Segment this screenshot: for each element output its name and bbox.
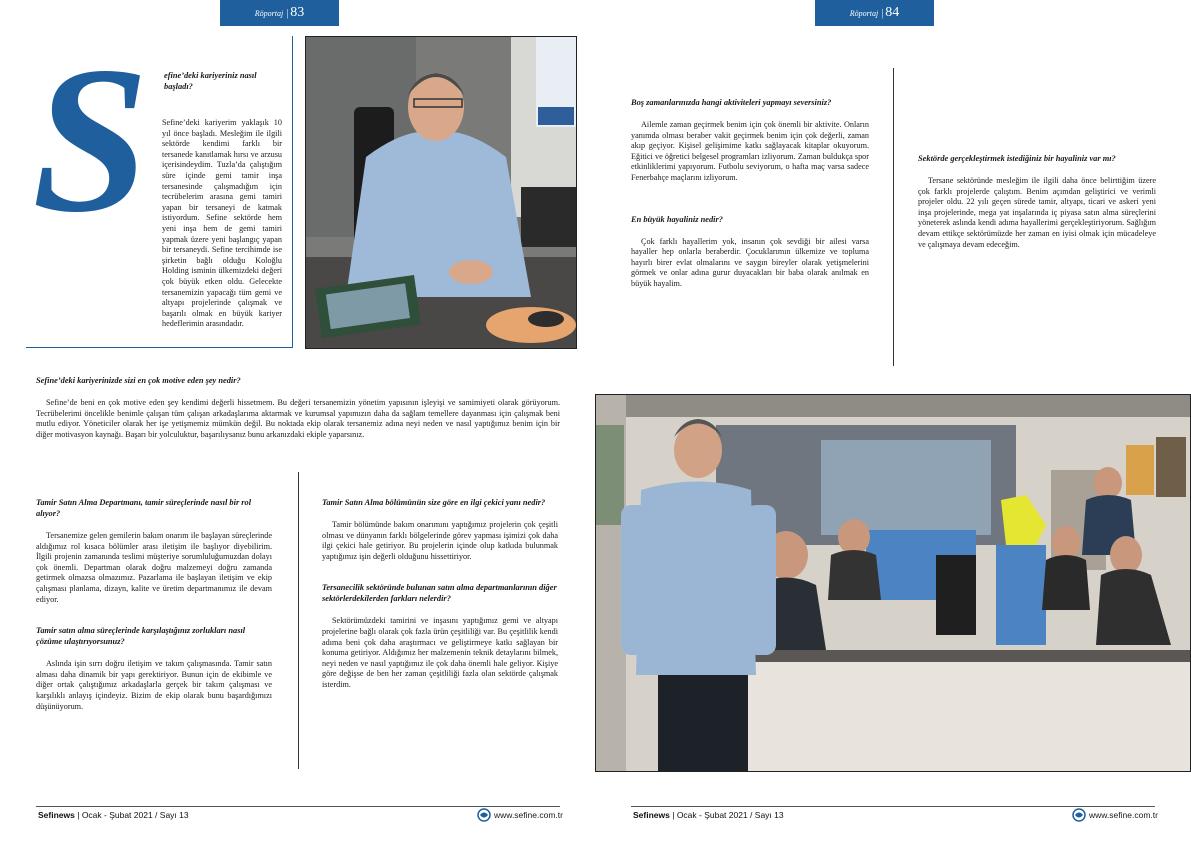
page-number: 83 <box>290 5 305 20</box>
footer-rule-left <box>36 806 560 807</box>
page-tab-left: Röportaj | 83 <box>220 0 339 26</box>
office-team-photo <box>595 394 1191 772</box>
footer-right: Sefinews | Ocak - Şubat 2021 / Sayı 13 <box>633 810 784 820</box>
footer-web-left[interactable] <box>477 808 563 822</box>
column-divider-left <box>298 472 299 769</box>
sefine-logo-icon <box>477 808 491 822</box>
page-number: 84 <box>885 5 900 20</box>
right-column: Tamir Satın Alma bölümünün size göre en ilgi çekici yanı nedir? Tamir bölümünde bakım onarımını yaptığımız projelerin çok çeşitli olması ve dünyanın farklı bölgelerinde görev yapması işimizi çok daha ilgi çekici hale getiriyor. Bu projelerin içinde olup katkıda bulunmak yaptığımız işin değerli olduğunu hissettiriyor. Tersanecilik sektöründe bulunan satın alma departmanlarının diğer sektörlerdekilerden farkları nelerdir? Sektörümüzdeki tamirini ve inşasını yaptığımız gemi ve altyapı projelerine bağlı olarak çok fazla ürün çeşitliliği var. Bu çeşitlilik kendi adıma beni çok daha araştırmacı ve geliştirmeye katkı sağlayan bir konuma getiriyor. Aldığımız her malzemenin teknik detaylarını bilmek, neyi neden ve nasıl yaptığımız ile çok daha önemli hale geliyor. Kişiye göre değişse de ben her zaman çeşitliliği fazla olan sektörde çalışmak isterdim. <box>322 498 558 689</box>
footer-left: Sefinews | Ocak - Şubat 2021 / Sayı 13 <box>38 810 189 820</box>
footer-issue: Ocak - Şubat 2021 / Sayı 13 <box>676 810 784 820</box>
web-link[interactable]: www.sefine.com.tr <box>1089 810 1158 820</box>
footer-brand: Sefinews <box>38 810 75 820</box>
column-divider-right <box>893 68 894 366</box>
footer-issue: Ocak - Şubat 2021 / Sayı 13 <box>81 810 189 820</box>
footer-rule-right <box>631 806 1155 807</box>
sefine-logo-icon <box>1072 808 1086 822</box>
office-illustration <box>596 395 1190 771</box>
intro-answer: Sefine’deki kariyerim yaklaşık 10 yıl önce başladı. Mesleğim ile ilgili sektörde kendimi farklı bir tersanede kanıtlamak hırsı ve arzusu içerisindeydim. Tuzla’da çalıştığım süre içinde gemi tamir inşa tersanesinde çalışmadığım için tecrübelerim arasına gemi tamiri yapan bir tersaneyi de katmak istiyordum. Sefine sektörde hem yeni inşa hem de gemi tamiri yapmak üzere yeni başlangıç yapan bir tersaneydi. Sefine tercihimde ise şirketin bağlı olduğu Koloğlu Holding isminin ülkemizdeki değeri çok büyük etken oldu. Gelecekte tersanemizin yapacağı tüm gemi ve altyapı projelerinde çalışmak ve başarılı olmak en büyük kariyer hedeflerimin arasındadır. <box>162 118 282 329</box>
portrait-illustration <box>306 37 576 348</box>
hobbies-block: Boş zamanlarınızda hangi aktiviteleri yapmayı seversiniz? Ailemle zaman geçirmek benim için çok önemli bir aktivite. Onların yanımda olması beraber vakit geçirmek benim için çok değerli, zaman akıp geçiyor. Kişisel gelişimime katkı sağlayacak kitaplar okuyorum. Eğitici ve öğretici belgesel programları izliyorum. Zaman buldukça spor etkinliklerimi yapıyorum. Futbolu seviyorum, o hafta maç varsa sadece Fenerbahçe maçlarını izliyorum. En büyük hayaliniz nedir? Çok farklı hayallerim yok, insanın çok sevdiği bir ailesi varsa hayaller hep onlarla beraberdir. Çocuklarımın ülkemize ve topluma hayırlı birer evlat olmalarını ve saygın bireyler olarak yetişmelerini görmek ve onlar adına gurur duyacakları bir baba olarak anılmak en büyük hayalim. <box>631 98 869 288</box>
section-label: Röportaj <box>254 8 284 18</box>
page-tab-right: Röportaj | 84 <box>815 0 934 26</box>
section-label: Röportaj <box>849 8 879 18</box>
footer-web-right[interactable] <box>1072 808 1158 822</box>
web-link[interactable]: www.sefine.com.tr <box>494 810 563 820</box>
footer-brand: Sefinews <box>633 810 670 820</box>
intro-question: efine’deki kariyeriniz nasıl başladı? <box>164 71 257 91</box>
motivation-block: Sefine’deki kariyerinizde sizi en çok motive eden şey nedir? Sefine’de beni en çok motive eden şey kendimi değerli hissetmem. Bu değeri tersanemizin yönetim yapısının işleyişi ve samimiyeti olarak görüyorum. Tecrübelerimi öncelikle benimle çalışan tüm çalışan arkadaşlarıma aktarmak ve kurumsal yapımızın daha da sağlam temellere dayanması için çalışmak beni mutlu ediyor. Yöneticiler olarak her işe yetişmemiz mümkün değil. Bu noktada ekip olarak tersanemiz adına neyi neden ve nasıl yaptığımız benim için bir diğer motivasyon kaynağı. Başarı bir yolculuktur, başarılıysanız bunu arkanızdaki ekiple yaparsınız. <box>36 376 560 439</box>
left-column: Tamir Satın Alma Departmanı, tamir süreçlerinde nasıl bir rol alıyor? Tersanemize gelen gemilerin bakım onarım ile başlayan süreçlerinde aldığımız rol kısaca bölümler arası iletişim ile başlıyor diyebilirim. İlgili projenin zamanında teslimi müşteriye sorumluluğumuzdan dolayı çok önemli. Departman olarak doğru malzemeyi doğru zamanda getirmek olmazsa olmazımız. Pazarlama ile başlayan iletişim ve ekip çalışması planlama, dizayn, kalite ve üretim departmanımız ile devam ediyor. Tamir satın alma süreçlerinde karşılaştığınız zorlukları nasıl çözüme ulaştırıyorsunuz? Aslında işin sırrı doğru iletişim ve takım çalışmasında. Tamir satın alması daha dinamik bir yapı gerektiriyor. Bunun için de ekibimle ve diğer ortak çalıştığımız arkadaşlarla gerçek bir takım çalışması ve karşılıklı anlayış içindeyiz. Bizim de ekip olarak bunu başardığımızı düşünüyorum. <box>36 498 272 711</box>
portrait-photo <box>305 36 577 349</box>
drop-cap: S <box>32 24 149 256</box>
dream-block: Sektörde gerçekleştirmek istediğiniz bir hayaliniz var mı? Tersane sektöründe mesleğim ile ilgili daha önce belirttiğim üzere çok farklı projelerde çalıştım. Benim açımdan geliştirici ve verimli projeler oldu. 22 yılı geçen sürede tamir, altyapı, ticari ve askeri yeni inşa projelerinde, mega yat inşalarında iç piyasa satın alma süreçlerini yöneterek aslında kendi adıma hayallerimi gerçekleştiriyorum. Sağlığım devam ettikçe sektörümüzde her zaman en iyisi olmak için mücadeleye ve çalışmaya devam edeceğim. <box>918 154 1156 249</box>
